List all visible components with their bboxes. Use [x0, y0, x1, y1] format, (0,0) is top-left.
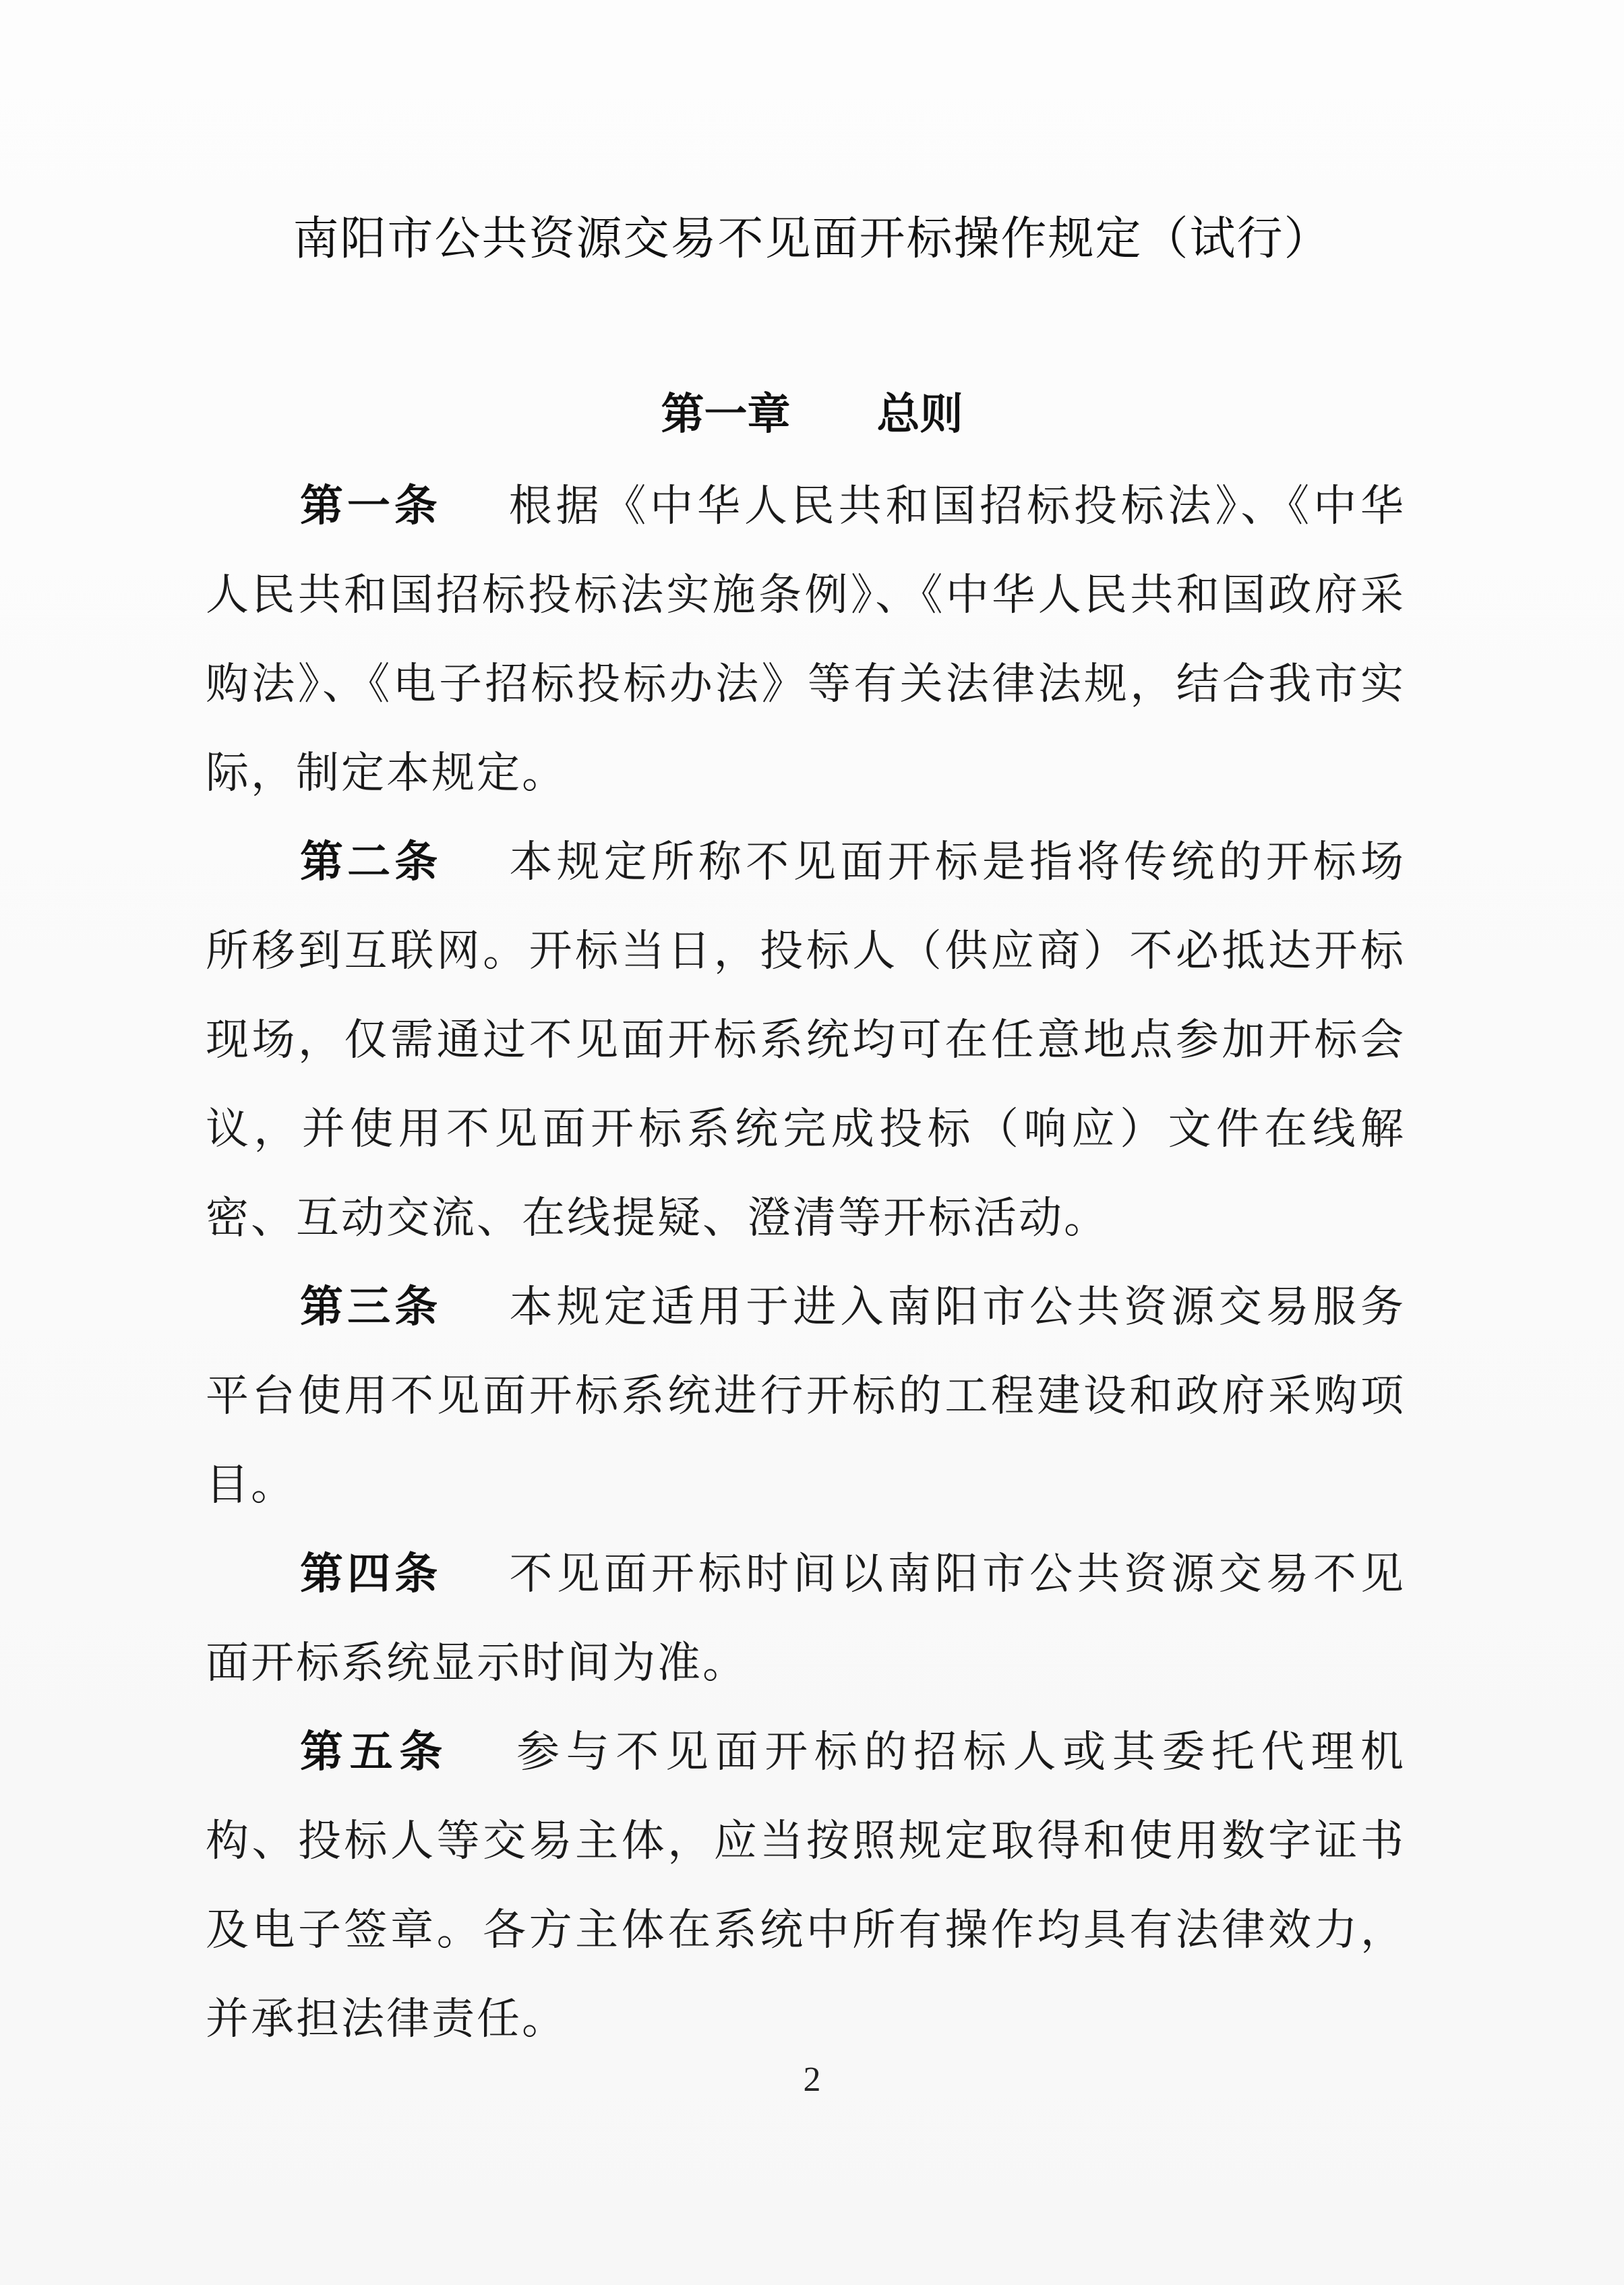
article-label: 第三条	[300, 1282, 442, 1332]
article-4	[206, 1530, 1406, 1708]
article-5	[206, 1708, 1406, 2064]
article-text: 不见面开标时间以南阳市公共资源交易不见面开标系统显示时间为准。	[206, 1549, 1406, 1688]
chapter-heading: 第一章 总则	[661, 390, 963, 440]
article-label: 第五条	[300, 1727, 449, 1777]
article-3	[206, 1263, 1406, 1530]
page-number: 2	[803, 2060, 821, 2099]
article-text: 参与不见面开标的招标人或其委托代理机构、投标人等交易主体，应当按照规定取得和使用数字证书及电子签章。各方主体在系统中所有操作均具有法律效力，并承担法律责任。	[206, 1727, 1406, 2044]
document-body	[206, 462, 1406, 2064]
article-text: 本规定适用于进入南阳市公共资源交易服务平台使用不见面开标系统进行开标的工程建设和政府采购项目。	[206, 1282, 1406, 1510]
article-2	[206, 818, 1406, 1263]
article-label: 第四条	[300, 1549, 442, 1599]
article-label: 第二条	[300, 837, 442, 887]
document-title: 南阳市公共资源交易不见面开标操作规定（试行）	[293, 212, 1331, 266]
article-text: 本规定所称不见面开标是指将传统的开标场所移到互联网。开标当日，投标人（供应商）不必抵达开标现场，仅需通过不见面开标系统均可在任意地点参加开标会议，并使用不见面开标系统完成投标（响应）文件在线解密、互动交流、在线提疑、澄清等开标活动。	[206, 837, 1406, 1243]
article-text: 根据《中华人民共和国招标投标法》、《中华人民共和国招标投标法实施条例》、《中华人民共和国政府采购法》、《电子招标投标办法》等有关法律法规，结合我市实际，制定本规定。	[206, 481, 1406, 798]
article-label: 第一条	[300, 481, 442, 531]
article-1	[206, 462, 1406, 818]
